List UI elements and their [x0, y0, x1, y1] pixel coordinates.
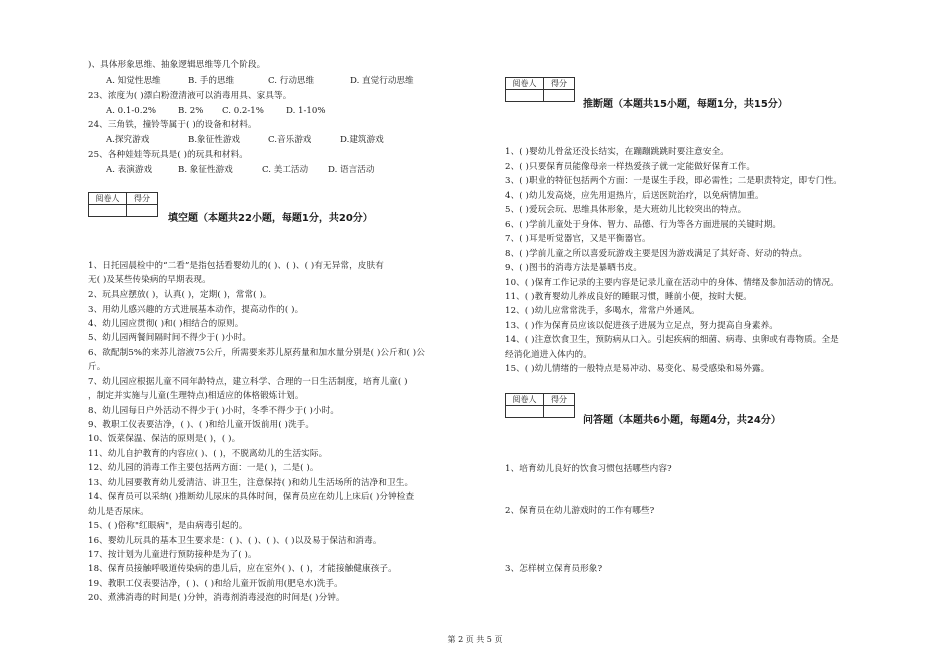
fill-line: 15、( )俗称"红眼病"，是由病毒引起的。	[88, 521, 248, 531]
judge-line: 7、( )耳是听觉器官，又是平衡器官。	[505, 234, 651, 244]
judge-line: 14、( )注意饮食卫生，预防病从口入。引起疾病的细菌、病毒、虫卵或有毒物质。全是	[505, 335, 839, 345]
score-label: 得分	[544, 394, 575, 406]
judge-line: 1、( )婴幼儿骨盆还没长结实，在蹦蹦跳跳时要注意安全。	[505, 147, 729, 157]
judge-line: 13、( )作为保育员应该以促进孩子进展为立足点，努力提高自身素养。	[505, 321, 778, 331]
score-label: 得分	[544, 78, 575, 90]
fill-line: 3、用幼儿感兴趣的方式进展基本动作，提高动作的( )。	[88, 305, 304, 315]
score-box	[505, 393, 575, 418]
qa-question: 2、保育员在幼儿游戏时的工作有哪些?	[505, 506, 655, 516]
fill-line: 4、幼儿园应贯彻( )和( )相结合的原则。	[88, 319, 244, 329]
judge-line: 11、( )教育婴幼儿养成良好的睡眠习惯，睡前小便，按时大便。	[505, 292, 752, 302]
fill-line: 11、幼儿自护教育的内容应( )、( )，不脱离幼儿的生活实际。	[88, 449, 328, 459]
score-label: 得分	[127, 193, 158, 205]
fill-line: 5、幼儿园两餐间隔时间不得少于( )小时。	[88, 333, 252, 343]
mc-option: B. 象征性游戏	[178, 165, 233, 175]
mc-option: A. 0.1-0.2%	[106, 106, 157, 116]
mc-option: D. 语言活动	[328, 165, 375, 175]
judge-line: 4、( )幼儿发高烧，应先用退热片，后送医院治疗，以免病情加重。	[505, 191, 764, 201]
judge-line: 10、( )保育工作记录的主要内容是记录儿童在活动中的身体、情绪及参加活动的情况。	[505, 278, 839, 288]
score-box	[88, 192, 158, 217]
judge-line: 9、( )图书的消毒方法是暴晒书皮。	[505, 263, 643, 273]
fill-line: 17、按计划为儿童进行预防接种是为了( )。	[88, 550, 257, 560]
mc-option: C. 美工活动	[262, 165, 309, 175]
fill-line: 无( )及某些传染病的早期表现。	[88, 275, 211, 285]
fill-line: 6、欲配制5%的来苏儿溶液75公斤，所需要来苏儿原药量和加水量分别是( )公斤和( )公	[88, 348, 425, 358]
fill-line: 7、幼儿园应根据儿童不同年龄特点，建立科学、合理的一日生活制度，培育儿童( )	[88, 377, 408, 387]
reviewer-label: 阅卷人	[89, 193, 127, 205]
fill-line: 2、玩具应摆放( )，认真( )，定期( )，常常( )。	[88, 290, 272, 300]
fill-line: 18、保育员接触呼吸道传染病的患儿后，应在室外( )、( )，才能接触健康孩子。	[88, 564, 397, 574]
fill-line: 16、婴幼儿玩具的基本卫生要求是：( )、( )、( )、( )以及易于保洁和消毒。	[88, 536, 382, 546]
judge-line: 2、( )只要保育员能像母亲一样热爱孩子就一定能做好保育工作。	[505, 162, 756, 172]
judge-line: 8、( )学前儿童之所以喜爱玩游戏主要是因为游戏满足了其好奇、好动的特点。	[505, 249, 808, 259]
fill-line: 12、幼儿园的消毒工作主要包括两方面：一是( )，二是( )。	[88, 463, 319, 473]
qa-question: 1、培育幼儿良好的饮食习惯包括哪些内容?	[505, 464, 672, 474]
fill-line: 14、保育员可以采纳( )推断幼儿尿床的具体时间，保育员应在幼儿上床后( )分钟检查	[88, 492, 415, 502]
judge-line: 12、( )幼儿应常常洗手，多喝水，常常户外通风。	[505, 306, 700, 316]
fill-line: 8、幼儿园每日户外活动不得少于( )小时，冬季不得少于( )小时。	[88, 406, 340, 416]
mc-option: D. 1-10%	[286, 106, 326, 116]
section-title-fill: 填空题（本题共22小题，每题1分，共20分）	[168, 213, 373, 224]
section-title-qa: 问答题（本题共6小题，每题4分，共24分）	[583, 415, 781, 426]
mc-option: C. 0.2-1%	[222, 106, 264, 116]
mc-option: B. 2%	[178, 106, 204, 116]
fill-line: 斤。	[88, 362, 106, 372]
judge-line: 经消化道进入体内的。	[505, 350, 592, 360]
fill-line: 幼儿是否尿床。	[88, 507, 149, 517]
mc-option: C. 行动思维	[268, 76, 315, 86]
reviewer-cell[interactable]	[89, 205, 127, 217]
fill-line: 19、教职工仪表要洁净，( )、( )和给儿童开饭前用(肥皂水)洗手。	[88, 579, 343, 589]
judge-line: 6、( )学前儿童处于身体、智力、品德、行为等各方面进展的关键时期。	[505, 220, 782, 230]
page-footer: 第 2 页 共 5 页	[447, 635, 503, 644]
score-cell[interactable]	[127, 205, 158, 217]
fill-line: 20、煮沸消毒的时间是( )分钟，消毒剂消毒浸泡的时间是( )分钟。	[88, 593, 345, 603]
qa-question: 3、怎样树立保育员形象?	[505, 564, 603, 574]
mc-option: A. 表演游戏	[106, 165, 153, 175]
mc-option: A. 知觉性思维	[106, 76, 161, 86]
reviewer-cell[interactable]	[506, 90, 544, 102]
mc-question: 25、各种娃娃等玩具是( )的玩具和材料。	[88, 150, 248, 160]
score-cell[interactable]	[544, 406, 575, 418]
mc-option: D.建筑游戏	[340, 135, 384, 145]
mc-option: B.象征性游戏	[188, 135, 241, 145]
fill-line: 10、饭菜保温、保洁的原则是( )，( )。	[88, 434, 241, 444]
judge-line: 15、( )幼儿情绪的一般特点是易冲动、易变化、易受感染和易外露。	[505, 364, 770, 374]
judge-line: 5、( )爱玩会玩、思维具体形象，是大班幼儿比较突出的特点。	[505, 205, 747, 215]
reviewer-cell[interactable]	[506, 406, 544, 418]
reviewer-label: 阅卷人	[506, 78, 544, 90]
mc-question: 23、浓度为( )漂白粉澄清液可以消毒用具、家具等。	[88, 91, 292, 101]
fill-line: 1、日托园晨检中的“二看”是指包括看婴幼儿的( )、( )、( )有无异常，皮肤有	[88, 261, 384, 271]
mc-option: C.音乐游戏	[268, 135, 312, 145]
section-title-judge: 推断题（本题共15小题，每题1分，共15分）	[583, 99, 788, 110]
fill-line: 9、教职工仪表要洁净，( )、( )和给儿童开饭前用( )洗手。	[88, 420, 315, 430]
fill-line: 13、幼儿园要教育幼儿爱清洁、讲卫生，注意保持( )和幼儿生活场所的洁净和卫生。	[88, 478, 414, 488]
mc-option: B. 手的思维	[188, 76, 235, 86]
fill-line: ，制定并实施与儿童(生理特点)相适应的体格锻炼计划。	[88, 391, 304, 401]
mc-option: A.探究游戏	[106, 135, 150, 145]
mc-question: )、具体形象思维、抽象逻辑思维等几个阶段。	[88, 60, 266, 70]
score-cell[interactable]	[544, 90, 575, 102]
mc-question: 24、三角铁，撞铃等属于( )的设备和材料。	[88, 120, 257, 130]
mc-option: D. 直觉行动思维	[350, 76, 414, 86]
reviewer-label: 阅卷人	[506, 394, 544, 406]
judge-line: 3、( )职业的特征包括两个方面：一是谋生手段，即必需性；二是职责特定，即专门性。	[505, 176, 842, 186]
score-box	[505, 77, 575, 102]
